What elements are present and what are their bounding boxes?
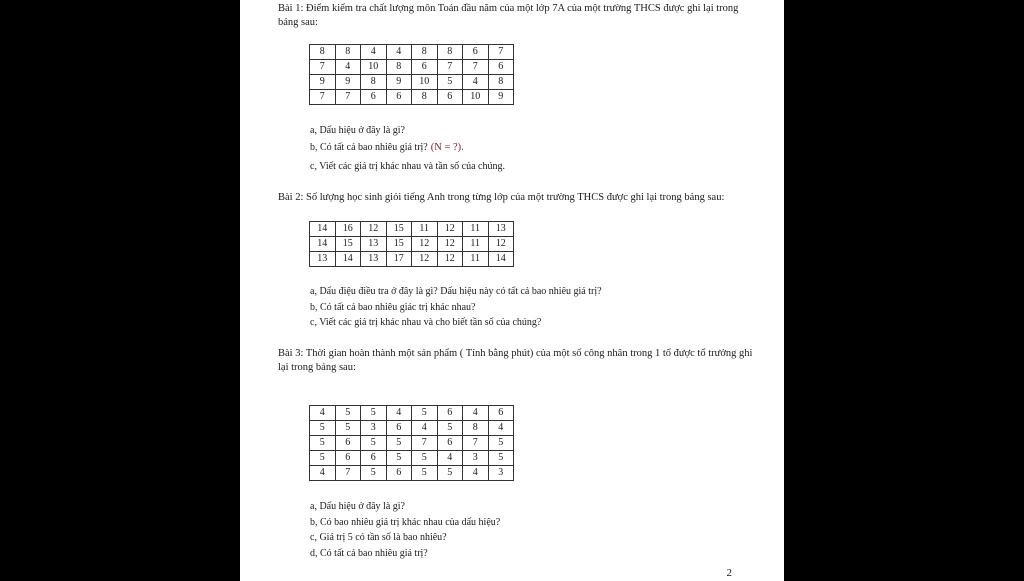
table-cell: 14 [310, 237, 336, 252]
table-cell: 4 [361, 45, 387, 60]
table-cell: 3 [361, 421, 387, 436]
bai1-table [309, 44, 514, 105]
table-row [310, 90, 514, 105]
table-cell: 8 [412, 90, 438, 105]
table-cell: 9 [488, 90, 514, 105]
table-row [310, 222, 514, 237]
table-cell: 12 [437, 237, 463, 252]
table-row [310, 252, 514, 267]
table-cell: 10 [463, 90, 489, 105]
table-cell: 15 [335, 237, 361, 252]
bai3-question-a: a, Dấu hiệu ở đây là gì? [310, 501, 405, 512]
bai2-text: Bài 2: Số lượng học sinh giỏi tiếng Anh trong từng lớp của một trường THCS được ghi lại trong bảng sau: [278, 192, 725, 203]
table-cell: 5 [412, 466, 438, 481]
table-cell: 4 [310, 406, 336, 421]
table-cell: 8 [463, 421, 489, 436]
table-cell: 9 [310, 75, 336, 90]
table-cell: 13 [310, 252, 336, 267]
table-cell: 15 [386, 222, 412, 237]
table-cell: 15 [386, 237, 412, 252]
table-cell: 6 [488, 406, 514, 421]
table-cell: 8 [361, 75, 387, 90]
table-row [310, 451, 514, 466]
table-cell: 7 [310, 60, 336, 75]
table-row [310, 75, 514, 90]
table-cell: 5 [386, 451, 412, 466]
table-cell: 5 [335, 421, 361, 436]
bai1-question-b [310, 142, 464, 153]
table-cell: 4 [488, 421, 514, 436]
table-cell: 12 [412, 237, 438, 252]
bai2-question-a: a, Dấu điệu điều tra ở đây là gì? Dấu hiệu này có tất cả bao nhiêu giá trị? [310, 286, 602, 297]
table-cell: 5 [361, 406, 387, 421]
table-cell: 4 [463, 75, 489, 90]
table-cell: 6 [463, 45, 489, 60]
table-cell: 5 [310, 436, 336, 451]
table-cell: 7 [310, 90, 336, 105]
table-cell: 3 [488, 466, 514, 481]
table-cell: 11 [463, 252, 489, 267]
bai3-text: Bài 3: Thời gian hoàn thành một sản phẩm ( Tính bằng phút) của một số công nhân trong 1 tổ được tổ trưởng ghi lại trong bảng sau: [278, 348, 753, 373]
table-cell: 8 [437, 45, 463, 60]
table-cell: 8 [310, 45, 336, 60]
table-cell: 5 [310, 451, 336, 466]
table-cell: 12 [361, 222, 387, 237]
table-cell: 7 [463, 436, 489, 451]
table-cell: 6 [437, 436, 463, 451]
table-row [310, 406, 514, 421]
table-cell: 5 [412, 451, 438, 466]
table-cell: 11 [412, 222, 438, 237]
table-cell: 4 [310, 466, 336, 481]
table-row [310, 466, 514, 481]
table-cell: 7 [488, 45, 514, 60]
table-row [310, 45, 514, 60]
bai1-question-b-text: b, Có tất cả bao nhiêu giá trị? [310, 142, 428, 153]
table-cell: 6 [488, 60, 514, 75]
table-cell: 4 [437, 451, 463, 466]
table-cell: 5 [335, 406, 361, 421]
table-cell: 5 [488, 436, 514, 451]
table-cell: 14 [488, 252, 514, 267]
table-cell: 14 [310, 222, 336, 237]
table-cell: 8 [335, 45, 361, 60]
table-cell: 13 [361, 237, 387, 252]
table-cell: 8 [386, 60, 412, 75]
table-cell: 5 [361, 436, 387, 451]
table-cell: 10 [412, 75, 438, 90]
bai2-question-c: c, Viết các giá trị khác nhau và cho biết tần số của chúng? [310, 317, 542, 328]
table-cell: 6 [335, 436, 361, 451]
table-cell: 5 [361, 466, 387, 481]
table-cell: 13 [488, 222, 514, 237]
table-cell: 12 [437, 222, 463, 237]
bai2-table [309, 221, 514, 267]
bai3-question-c: c, Giá trị 5 có tần số là bao nhiêu? [310, 532, 447, 543]
table-cell: 6 [386, 466, 412, 481]
table-cell: 5 [437, 75, 463, 90]
bai1-text: Bài 1: Điểm kiểm tra chất lượng môn Toán đầu năm của một lớp 7A của một trường THCS được ghi lại trong bảng sau: [278, 3, 739, 28]
table-cell: 11 [463, 237, 489, 252]
table-cell: 6 [386, 421, 412, 436]
table-cell: 7 [463, 60, 489, 75]
table-cell: 13 [361, 252, 387, 267]
document-page [240, 0, 784, 581]
table-cell: 3 [463, 451, 489, 466]
page-number: 2 [726, 567, 732, 579]
table-row [310, 60, 514, 75]
table-cell: 7 [335, 466, 361, 481]
table-cell: 5 [437, 466, 463, 481]
bai3-question-d: d, Có tất cả bao nhiêu giá trị? [310, 548, 428, 559]
table-cell: 4 [412, 421, 438, 436]
table-cell: 5 [437, 421, 463, 436]
table-cell: 8 [412, 45, 438, 60]
table-cell: 14 [335, 252, 361, 267]
table-cell: 8 [488, 75, 514, 90]
table-cell: 5 [386, 436, 412, 451]
table-cell: 12 [412, 252, 438, 267]
bai3-table [309, 405, 514, 481]
table-cell: 12 [488, 237, 514, 252]
table-cell: 12 [437, 252, 463, 267]
table-cell: 9 [335, 75, 361, 90]
table-cell: 6 [437, 90, 463, 105]
bai1-question-a: a, Dấu hiệu ở đây là gì? [310, 125, 405, 136]
table-cell: 6 [361, 451, 387, 466]
table-cell: 6 [412, 60, 438, 75]
table-cell: 6 [386, 90, 412, 105]
table-cell: 11 [463, 222, 489, 237]
table-cell: 4 [463, 466, 489, 481]
table-cell: 7 [412, 436, 438, 451]
table-cell: 7 [437, 60, 463, 75]
bai3-question-b: b, Có bao nhiêu giá trị khác nhau của dấu hiệu? [310, 517, 501, 528]
bai2-question-b: b, Có tất cả bao nhiêu giác trị khác nhau? [310, 302, 476, 313]
table-cell: 4 [386, 406, 412, 421]
table-row [310, 237, 514, 252]
table-cell: 5 [310, 421, 336, 436]
table-cell: 5 [488, 451, 514, 466]
table-cell: 4 [463, 406, 489, 421]
table-cell: 16 [335, 222, 361, 237]
table-row [310, 436, 514, 451]
table-cell: 9 [386, 75, 412, 90]
table-row [310, 421, 514, 436]
table-cell: 6 [335, 451, 361, 466]
table-cell: 5 [412, 406, 438, 421]
table-cell: 6 [361, 90, 387, 105]
table-cell: 4 [386, 45, 412, 60]
table-cell: 17 [386, 252, 412, 267]
table-cell: 10 [361, 60, 387, 75]
table-cell: 4 [335, 60, 361, 75]
bai1-question-b-formula: (N = ?). [430, 142, 464, 153]
table-cell: 6 [437, 406, 463, 421]
table-cell: 7 [335, 90, 361, 105]
bai1-question-c: c, Viết các giá trị khác nhau và tần số của chúng. [310, 161, 505, 172]
